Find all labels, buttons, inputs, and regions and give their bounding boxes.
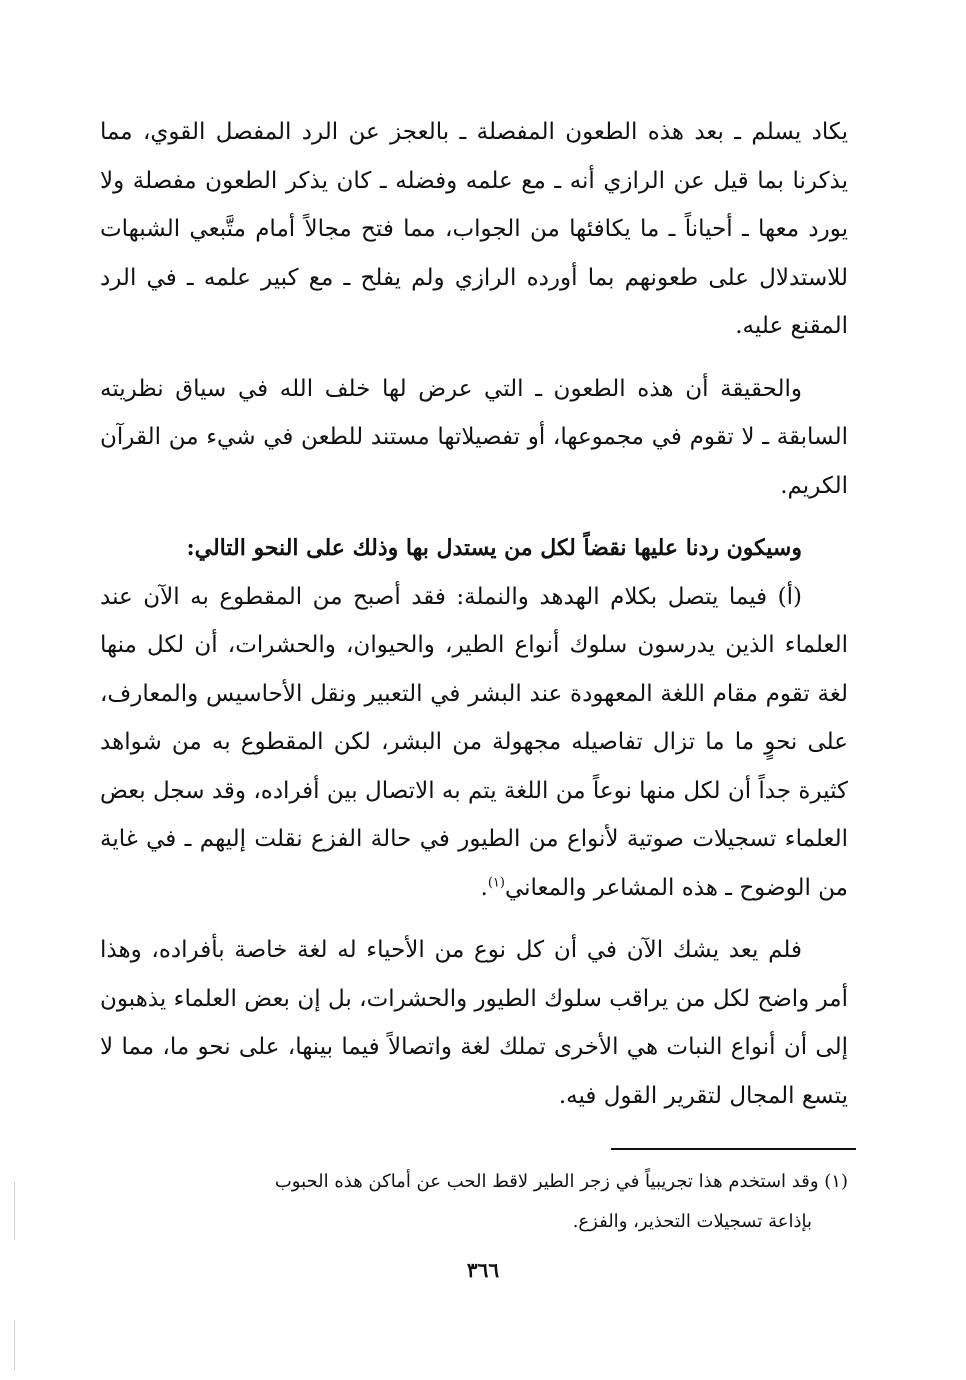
footnote-reference: (١) bbox=[487, 874, 505, 890]
footnote-line-1 bbox=[100, 1162, 848, 1202]
page-body bbox=[100, 108, 848, 1120]
footnote-marker: (١) bbox=[824, 1171, 848, 1192]
page-number: ٣٦٦ bbox=[466, 1258, 500, 1282]
scan-edge-mark bbox=[14, 1182, 15, 1240]
footnote-separator bbox=[611, 1148, 856, 1150]
scan-edge-mark bbox=[14, 1320, 15, 1370]
paragraph-3-heading: وسيكون ردنا عليها نقضاً لكل من يستدل بها وذلك على النحو التالي: bbox=[186, 535, 802, 561]
footnote-text: وقد استخدم هذا تجريبياً في زجر الطير لاقط الحب عن أماكن هذه الحبوب bbox=[274, 1171, 819, 1192]
paragraph-4 bbox=[100, 573, 848, 913]
paragraph-1: يكاد يسلم ـ بعد هذه الطعون المفصلة ـ بالعجز عن الرد المفصل القوي، مما يذكرنا بما قيل عن الرازي أنه ـ مع علمه وفضله ـ كان يذكر الطعون مفصلة ولا يورد معها ـ أحياناً ـ ما يكافئها من الجواب، مما فتح مجالاً أمام متَّبعي الشبهات للاستدلال على طعونهم بما أورده الرازي ولم يفلح ـ مع كبير علمه ـ في الرد المقنع عليه. bbox=[100, 119, 848, 339]
footnote bbox=[100, 1162, 848, 1242]
paragraph-5: فلم يعد يشك الآن في أن كل نوع من الأحياء له لغة خاصة بأفراده، وهذا أمر واضح لكل من يراقب سلوك الطيور والحشرات، بل إن بعض العلماء يذهبون إلى أن أنواع النبات هي الأخرى تملك لغة واتصالاً فيما بينها، على نحو ما، مما لا يتسع المجال لتقرير القول فيه. bbox=[100, 937, 848, 1109]
footnote-continuation: بإذاعة تسجيلات التحذير، والفزع. bbox=[572, 1211, 812, 1232]
paragraph-4-text: (أ) فيما يتصل بكلام الهدهد والنملة: فقد أصبح من المقطوع به الآن عند العلماء الذين يدرسون سلوك أنواع الطير، والحيوان، والحشرات، أن لكل منها لغة تقوم مقام اللغة المعهودة عند البشر في التعبير ونقل الأحاسيس والمعارف، على نحوٍ ما ما تزال تفاصيله مجهولة من البشر، لكن المقطوع به من شواهد كثيرة جداً أن لكل منها نوعاً من اللغة يتم به الاتصال بين أفراده، وقد سجل بعض العلماء تسجيلات صوتية لأنواع من الطيور في حالة الفزع نقلت إليهم ـ في غاية من الوضوح ـ هذه المشاعر والمعاني bbox=[100, 583, 848, 901]
paragraph-4-end: . bbox=[480, 874, 488, 901]
paragraph-2: والحقيقة أن هذه الطعون ـ التي عرض لها خلف الله في سياق نظريته السابقة ـ لا تقوم في مجموعها، أو تفصيلاتها مستند للطعن في شيء من القرآن الكريم. bbox=[100, 375, 848, 499]
